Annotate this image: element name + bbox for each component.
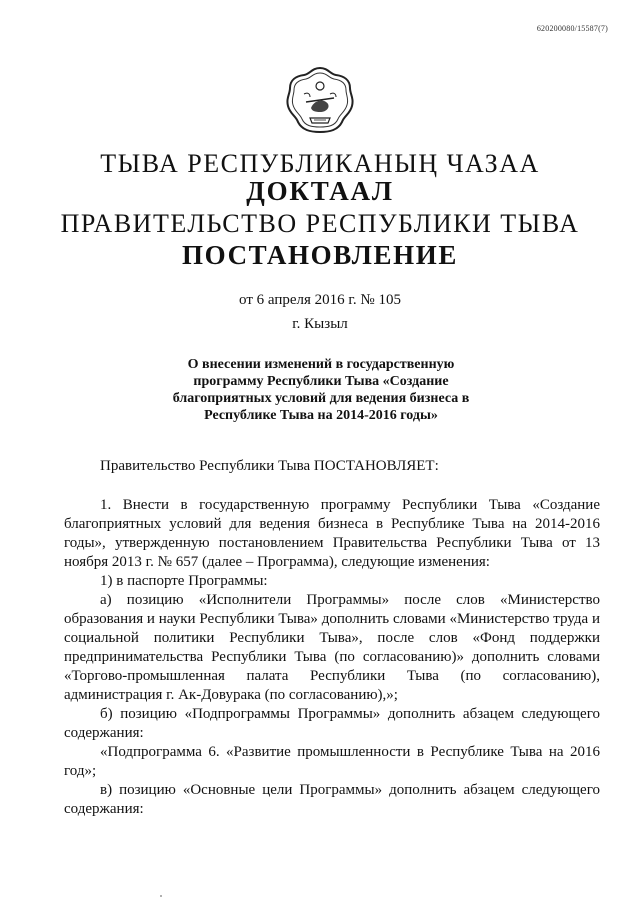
tyva-emblem-icon (284, 64, 356, 136)
header-tyva-government: ТЫВА РЕСПУБЛИКАНЫҢ ЧАЗАА (100, 149, 540, 178)
document-body (64, 457, 600, 819)
paragraph-subitem-a: а) позицию «Исполнители Программы» после слов «Министерство образования и науки Республики Тыва» дополнить словами «Министерство труда и социальной политики Республики Тыва», после слов «Фонд поддержки предпринимательства Республики Тыва (по согласованию)» дополнить словами «Торгово-промышленная палата Республики Тыва (по согласованию), администрация г. Ак-Довурака (по согласованию),»; (64, 592, 600, 703)
document-number: 620200080/15587(7) (536, 24, 608, 33)
city-line: г. Кызыл (292, 316, 348, 332)
paragraph-subitem-v: в) позицию «Основные цели Программы» дополнить абзацем следующего содержания: (64, 782, 600, 817)
header-government-rt: ПРАВИТЕЛЬСТВО РЕСПУБЛИКИ ТЫВА (60, 209, 580, 238)
paragraph-item-1: 1. Внести в государственную программу Республики Тыва «Создание благоприятных условий для ведения бизнеса в Республике Тыва на 2014-2016 годы», утвержденную постановлением Правительства Республики Тыва от 13 ноября 2013 г. № 657 (далее – Программа), следующие изменения: (64, 497, 600, 570)
header-postanovlenie: ПОСТАНОВЛЕНИЕ (182, 240, 458, 270)
date-line: от 6 апреля 2016 г. № 105 (239, 292, 401, 308)
document-title: О внесении изменений в государственную программу Республики Тыва «Создание благоприятных условий для ведения бизнеса в Республике Тыва на 2014-2016 годы» (172, 357, 470, 423)
paragraph-subitem-b: б) позицию «Подпрограммы Программы» дополнить абзацем следующего содержания: (64, 706, 600, 741)
header-doktaal: ДОКТААЛ (246, 176, 394, 206)
paragraph-subitem-1: 1) в паспорте Программы: (100, 573, 268, 589)
paragraph-preamble: Правительство Республики Тыва ПОСТАНОВЛЯЕТ: (100, 458, 439, 474)
paragraph-quote-subprogram: «Подпрограмма 6. «Развитие промышленности в Республике Тыва на 2016 год»; (64, 744, 600, 779)
scan-speck (160, 895, 162, 897)
